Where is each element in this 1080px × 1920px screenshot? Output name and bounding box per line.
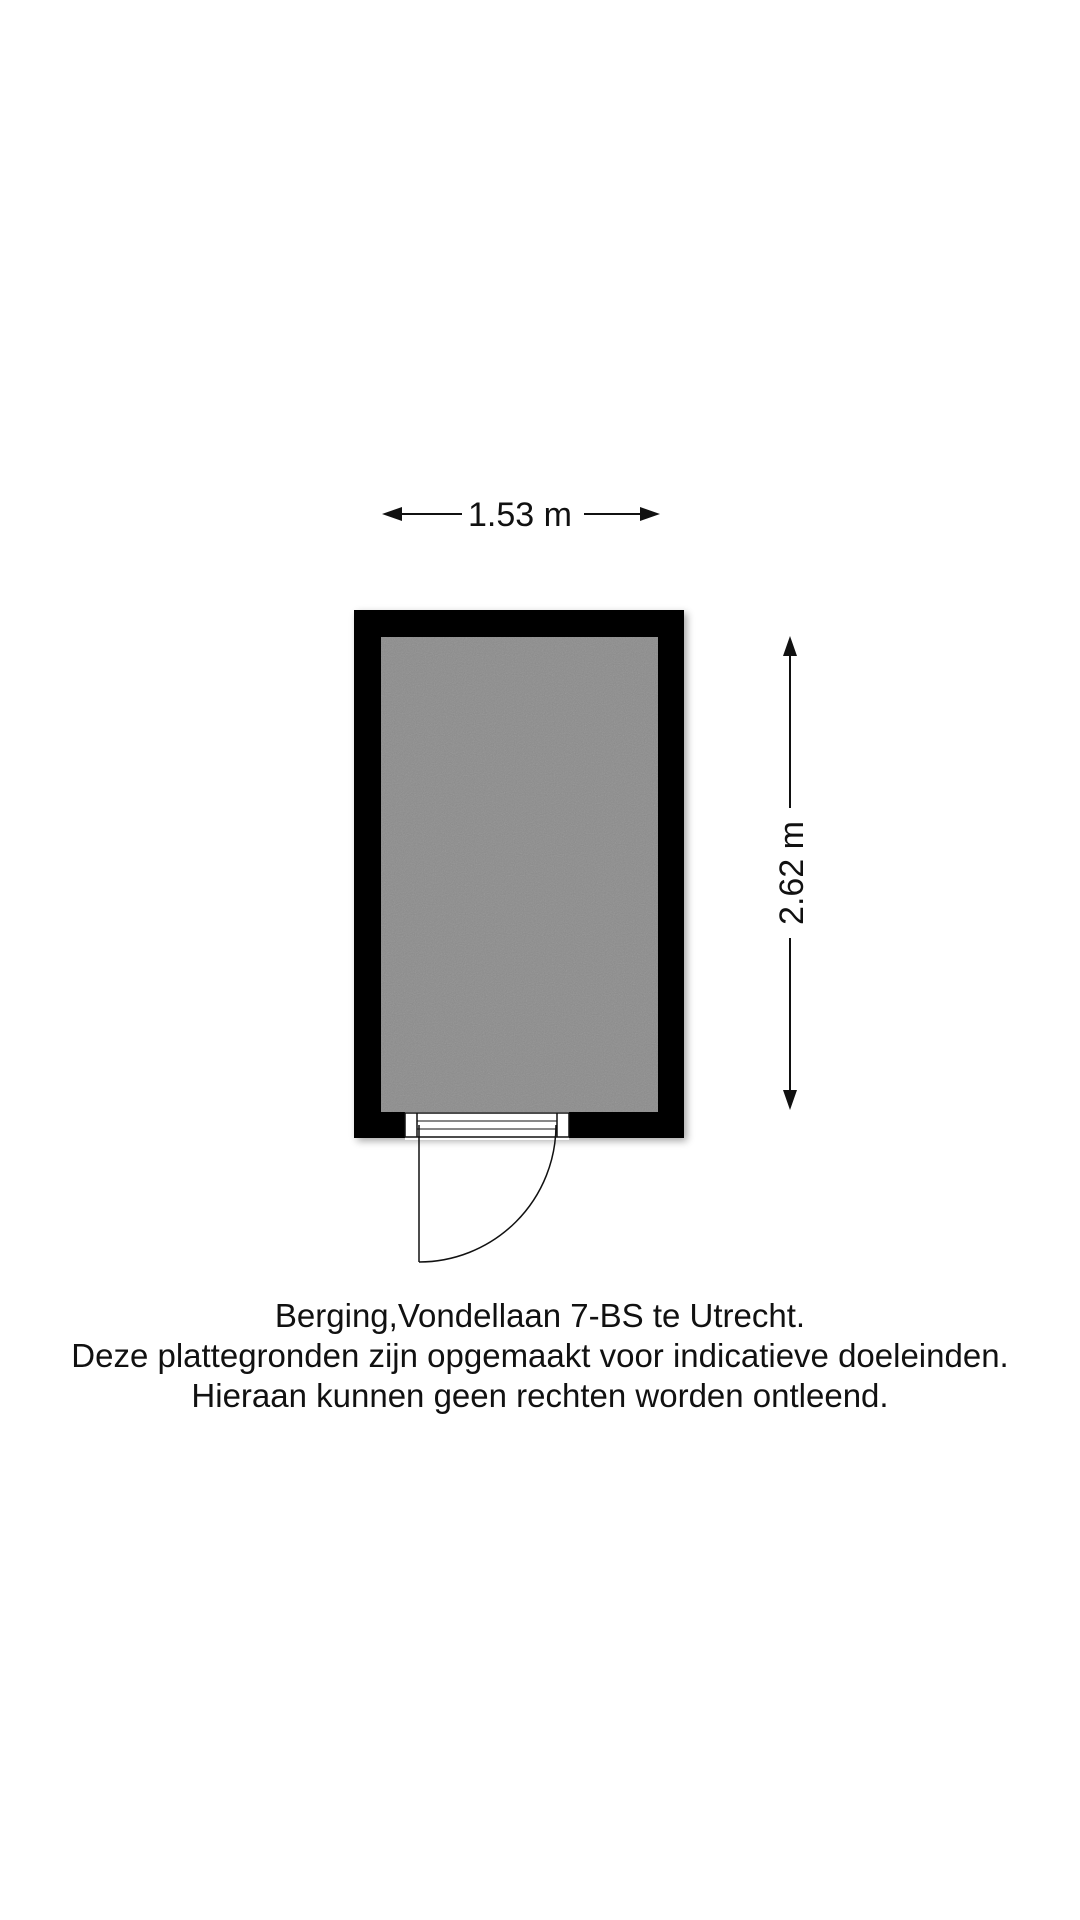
- height-dimension: [773, 636, 811, 1110]
- room-floor: [381, 637, 658, 1112]
- height-label: 2.62 m: [773, 821, 811, 925]
- caption-line-2: Deze plattegronden zijn opgemaakt voor indicatieve doeleinden.: [71, 1337, 1009, 1374]
- arrow-up-icon: [783, 636, 797, 656]
- caption-line-3: Hieraan kunnen geen rechten worden ontleend.: [191, 1377, 889, 1414]
- door-swing-arc: [419, 1125, 556, 1262]
- arrow-down-icon: [783, 1090, 797, 1110]
- door-frame: [405, 1113, 569, 1137]
- room: [354, 610, 684, 1138]
- caption-line-1: Berging,Vondellaan 7-BS te Utrecht.: [274, 1297, 806, 1334]
- door: [405, 1112, 569, 1262]
- width-dimension: [382, 496, 660, 534]
- caption: [0, 1296, 1080, 1416]
- arrow-left-icon: [382, 507, 402, 521]
- arrow-right-icon: [640, 507, 660, 521]
- width-label: 1.53 m: [468, 496, 572, 534]
